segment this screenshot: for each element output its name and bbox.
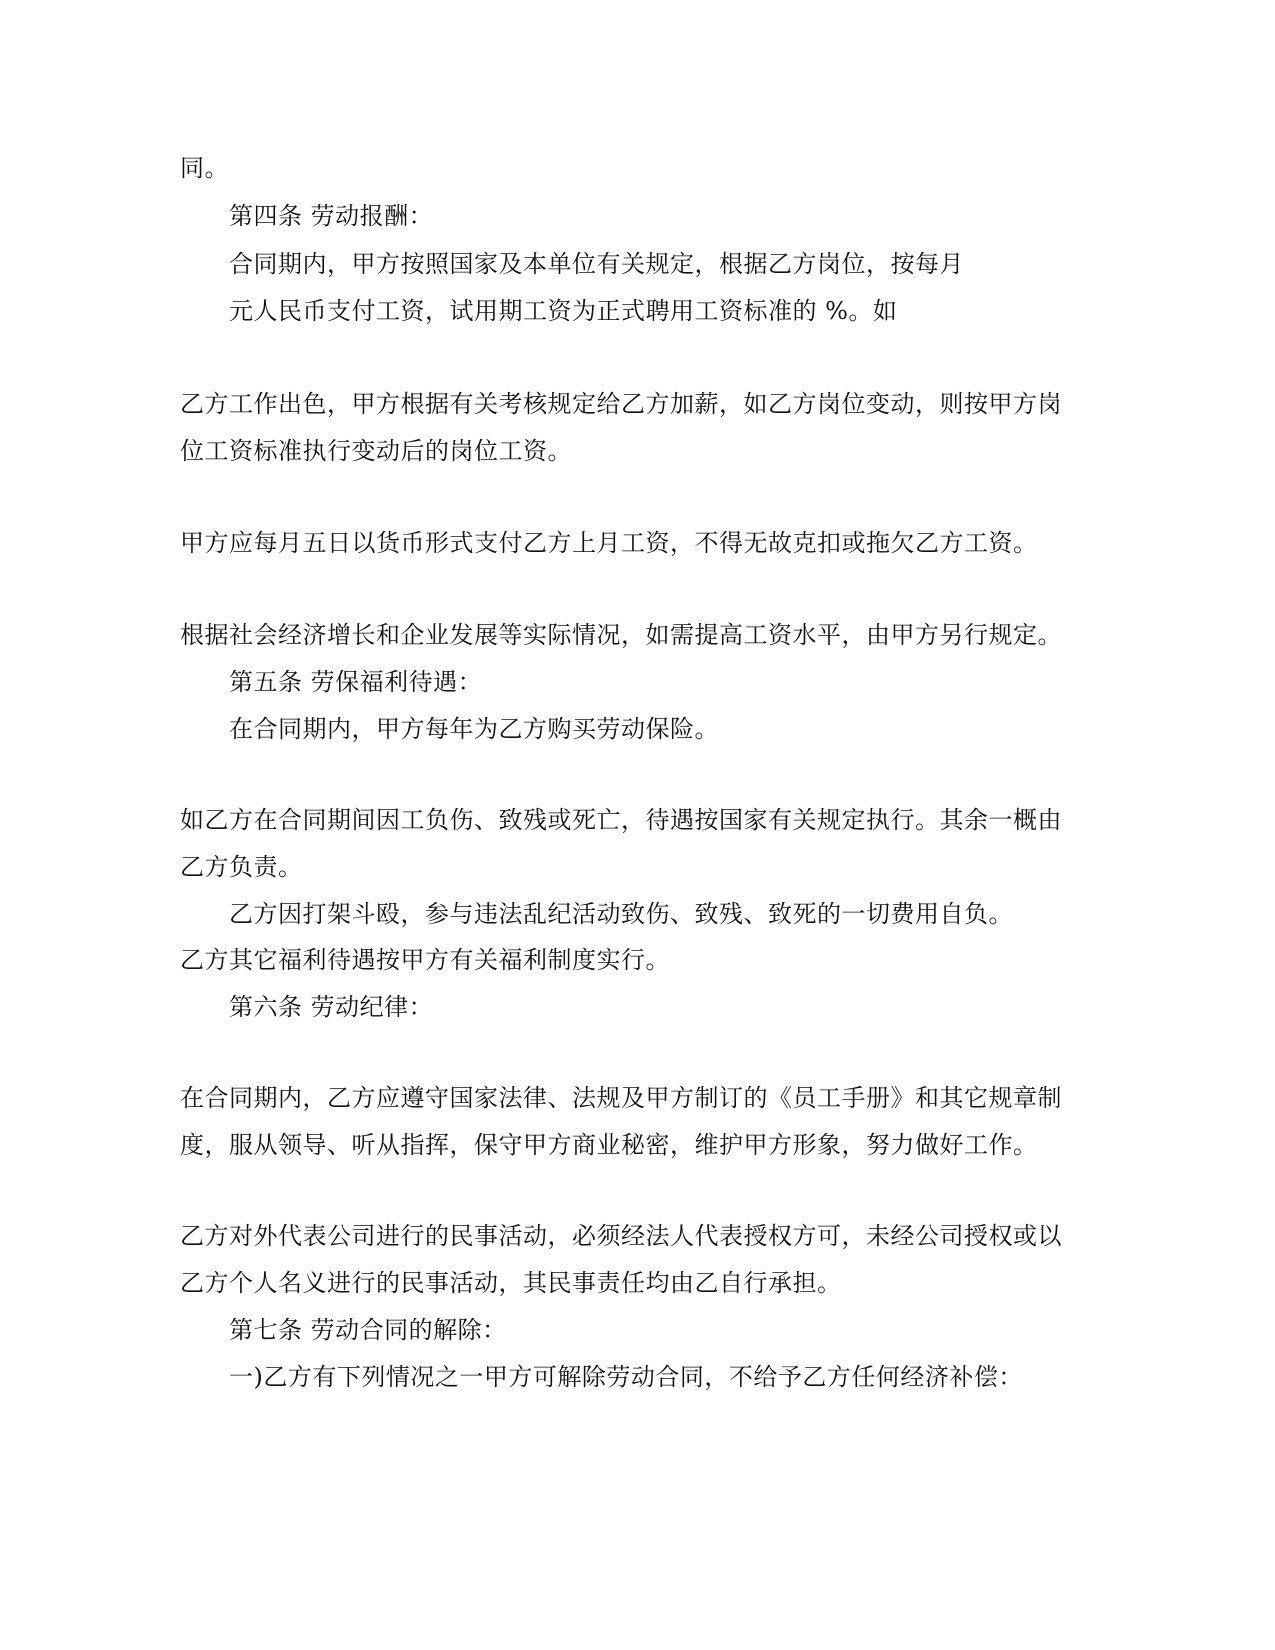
text-line: 位工资标准执行变动后的岗位工资。 — [180, 437, 572, 465]
text-line: 根据社会经济增长和企业发展等实际情况，如需提高工资水平，由甲方另行规定。 — [180, 621, 1062, 649]
text-line: 同。 — [180, 154, 229, 182]
text-line: 乙方对外代表公司进行的民事活动，必须经法人代表授权方可，未经公司授权或以 — [180, 1222, 1062, 1250]
text-line: 度，服从领导、听从指挥，保守甲方商业秘密，维护甲方形象，努力做好工作。 — [180, 1131, 1038, 1159]
text-line: 一)乙方有下列情况之一甲方可解除劳动合同，不给予乙方任何经济补偿： — [229, 1363, 1023, 1391]
section-heading: 第四条 劳动报酬： — [229, 202, 434, 230]
text-line: 甲方应每月五日以货币形式支付乙方上月工资，不得无故克扣或拖欠乙方工资。 — [180, 529, 1038, 557]
section-heading: 第六条 劳动纪律： — [229, 993, 434, 1021]
section-heading: 第五条 劳保福利待遇： — [229, 668, 483, 696]
text-line: 在合同期内，甲方每年为乙方购买劳动保险。 — [229, 715, 719, 743]
text-line: 乙方个人名义进行的民事活动，其民事责任均由乙自行承担。 — [180, 1269, 842, 1297]
text-line: 乙方其它福利待遇按甲方有关福利制度实行。 — [180, 946, 670, 974]
text-line: 在合同期内，乙方应遵守国家法律、法规及甲方制订的《员工手册》和其它规章制 — [180, 1084, 1062, 1112]
text-line: 元人民币支付工资，试用期工资为正式聘用工资标准的 %。如 — [229, 297, 898, 325]
section-heading: 第七条 劳动合同的解除： — [229, 1316, 507, 1344]
text-line: 合同期内，甲方按照国家及本单位有关规定，根据乙方岗位，按每月 — [229, 250, 964, 278]
text-line: 乙方负责。 — [180, 853, 303, 881]
text-line: 乙方因打架斗殴，参与违法乱纪活动致伤、致残、致死的一切费用自负。 — [229, 900, 1013, 928]
text-line: 如乙方在合同期间因工负伤、致残或死亡，待遇按国家有关规定执行。其余一概由 — [180, 806, 1062, 834]
text-line: 乙方工作出色，甲方根据有关考核规定给乙方加薪，如乙方岗位变动，则按甲方岗 — [180, 390, 1062, 418]
